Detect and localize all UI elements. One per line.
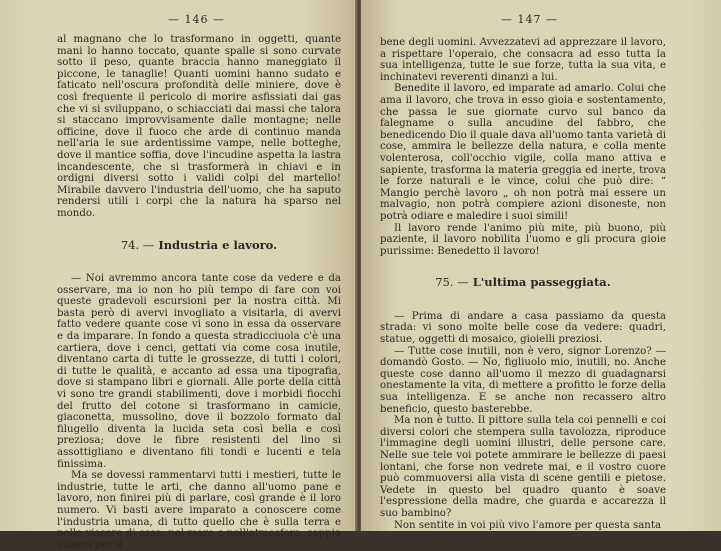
- page-number: — 147 —: [501, 13, 558, 26]
- section-title: Industria e lavoro.: [158, 237, 278, 252]
- page-body: [380, 37, 666, 531]
- paragraph: — Noi avremmo ancora tante cose da vedere e da osservare, ma io non ho più tempo di fare con voi queste gradevoli escursioni per la nostra città. Mi basta però di avervi invogliato a visitarla, di avervi fatto vedere quante cose vi sono in essa da osservare e da imparare. In fondo a questa stradicciuola c'è una cartiera, dove i cenci, gettati via come cosa inutile, diventano carta di tutte le grossezze, di tutti i colori, di tutte le qualità, e accanto ad essa una tipografia, dove si stampano libri e giornali. Alle porte della città vi sono tre grandi stabilimenti, dove i morbidi fiocchi del frutto del cotone si trasformano in camicie, giaconetta, mussolino, dove il bozzolo formato dal filugello diventa la lucida seta così bella e così preziosa; dove le fibre resistenti del lino si assottigliano e diventano fili tondi e lucenti e tela finissima.: [57, 273, 341, 470]
- section-heading: [380, 277, 666, 289]
- section-title: L'ultima passeggiata.: [472, 275, 611, 290]
- paragraph: — Prima di andare a casa passiamo da questa strada: vi sono molte belle cose da vedere: quadri, statue, oggetti di mosaico, gioielli preziosi.: [380, 310, 666, 346]
- paragraph: — Tutte cose inutili, non è vero, signor Lorenzo? — domandò Gosto. — No, figliuolo mio, inutili, no. Anche queste cose danno all'uomo il mezzo di guadagnarsi onestamente la vita, di mettere a profitto le forze della sua intelligenza. E se anche non recassero altro beneficio, questo basterebbe.: [380, 345, 666, 415]
- paragraph: Non sentite in voi più vivo l'amore per questa santa: [394, 519, 662, 531]
- page-number: — 146 —: [168, 13, 225, 26]
- section-number: 75. —: [435, 275, 469, 290]
- paragraph: Benedite il lavoro, ed imparate ad amarlo. Colui che ama il lavoro, che trova in esso gioia e sostentamento, che passa le sue giornate curvo sul banco da falegname o sulla ancudine del fabbro, che benedicendo Dio il quale dava all'uomo tanta varietà di cose, ammira le bellezze della natura, e colla mente volenterosa, coll'occhio vigile, colla mano attiva e sapiente, trasforma la materia greggia ed inerte, trova le forze naturali e le vince, colui che può dire: “ Mangio perchè lavoro „ oh non potrà mai essere un malvagio, non potrà compiere azioni disoneste, non potrà odiare e maledire i suoi simili!: [380, 83, 666, 222]
- section-number: 74. —: [120, 237, 155, 252]
- paragraph: Ma se dovessi rammentarvi tutti i mestieri, tutte le industrie, tutte le arti, che danno all'uomo pane e lavoro, non finirei più di parlare, così grande è il loro numero. Vi basti avere imparato a conoscere come l'industria umana, di tutto quello che è sulla terra e nelle viscere di essa, nel mare e nell'atmosfera, sappia valersi per il: [57, 470, 341, 551]
- right-page: [361, 0, 721, 531]
- section-heading: [57, 237, 341, 252]
- left-page: [0, 0, 357, 551]
- page-body: [57, 34, 341, 551]
- paragraph: al magnano che lo trasformano in oggetti, quante mani lo hanno toccato, quante spalle si sono curvate sotto il peso, quante braccia hanno maneggiato il piccone, le tanaglie! Quanti uomini hanno sudato e faticato nell'oscura profondità delle miniere, dove è così frequente il pericolo di morire asfissiati dai gas che vi si sviluppano, o schiacciati dai massi che talora si staccano improvvisamente dalle montagne; nelle officine, dove il fuoco che arde di continuo manda nell'aria le sue ardentissime vampe, nelle botteghe, dove il mantice soffia, dove l'incudine aspetta la lastra incandescente, che si trasformerà in chiavi e in ordigni diversi sotto i validi colpi del martello! Mirabile davvero l'industria dell'uomo, che ha saputo rendersi utili i corpi che la natura ha sparso nel mondo.: [57, 34, 341, 219]
- paragraph: Ma non è tutto. Il pittore sulla tela coi pennelli e coi diversi colori che stempera sulla tavolozza, riproduce l'immagine degli uomini illustri, delle persone care. Nelle sue tele voi potete ammirare le bellezze di paesi lontani, che forse non vedrete mai, e il vostro cuore può commuoversi alla vista di scene gentili e pietose. Vedete in questo bel quadro quanto è soave l'espressione della madre, che guarda e accarezza il suo bambino?: [380, 415, 666, 519]
- paragraph: bene degli uomini. Avvezzatevi ad apprezzare il lavoro, a rispettare l'operaio, che consacra ad esso tutta la sua intelligenza, tutte le sue forze, tutta la sua vita, e inchinatevi reverenti dinanzi a lui.: [380, 37, 666, 83]
- paragraph: Il lavoro rende l'animo più mite, più buono, più paziente, il lavoro nobilita l'uomo e gli procura gioie purissime: Benedetto il lavoro!: [380, 222, 666, 257]
